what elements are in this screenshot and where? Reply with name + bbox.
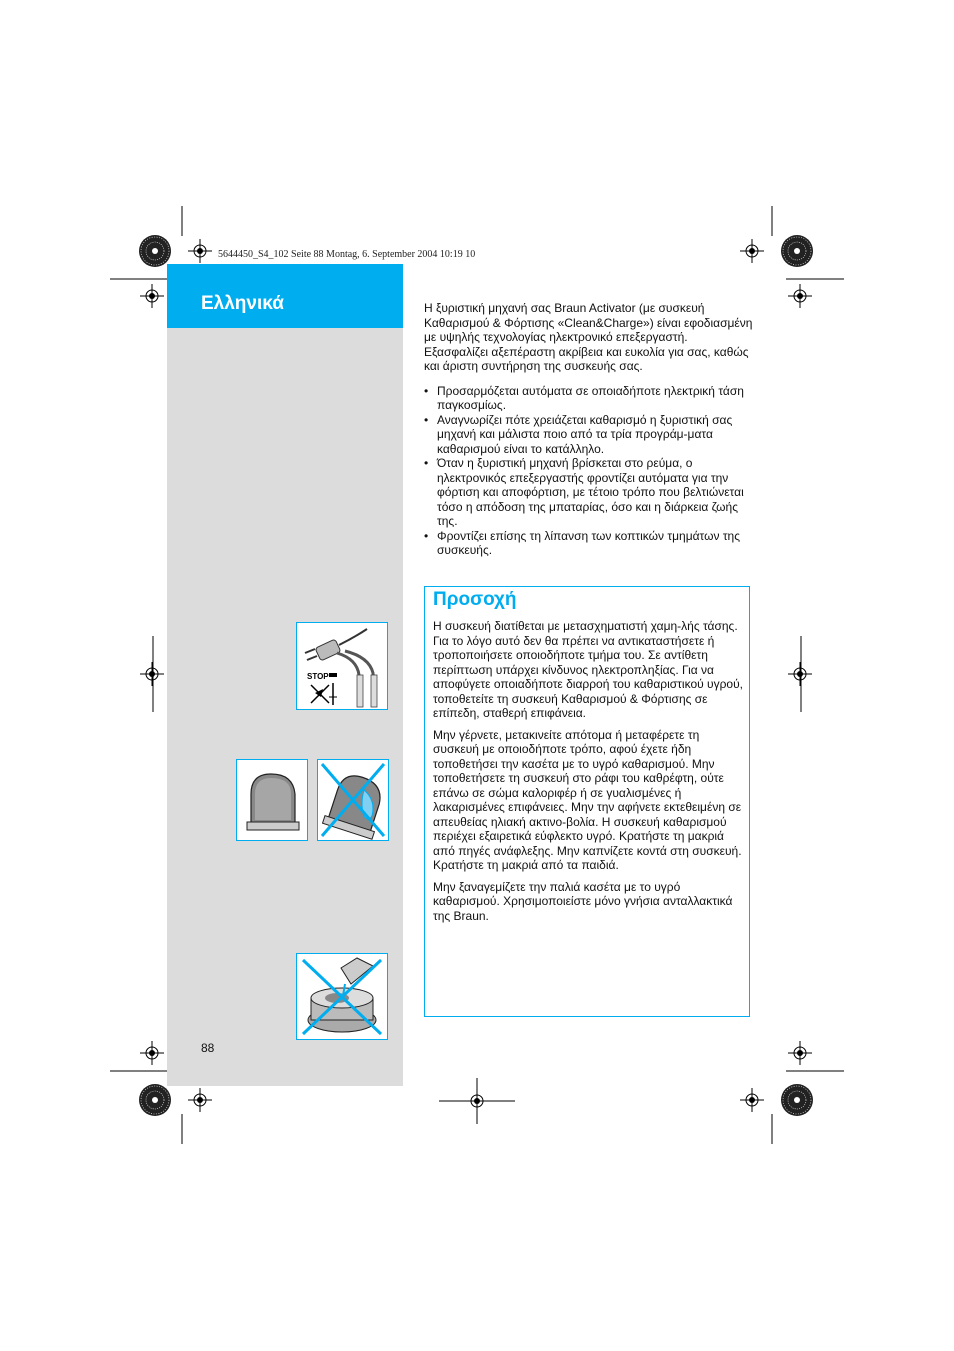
adapter-illustration xyxy=(296,622,388,710)
feature-item: • Όταν η ξυριστική μηχανή βρίσκεται στο ρεύμα, ο ηλεκτρονικός επεξεργαστής φροντίζει αυτόματα για την φόρτιση και αποφόρτιση, με τέτοιο τρόπο που βελτιώνεται τόσο η απόδοση της μπαταρίας, όσο και η διάρκεια ζωής της. xyxy=(424,456,754,529)
page-number: 88 xyxy=(201,1041,215,1055)
feature-item: • Φροντίζει επίσης τη λίπανση των κοπτικών τμημάτων της συσκευής. xyxy=(424,529,754,558)
feature-list xyxy=(424,384,754,558)
caution-body xyxy=(433,619,745,930)
intro-section xyxy=(424,301,754,558)
feature-item: • Προσαρμόζεται αυτόματα σε οποιαδήποτε ηλεκτρική τάση παγκοσμίως. xyxy=(424,384,754,413)
cleaning-station-upright xyxy=(236,759,308,841)
cleaning-station-tilted-crossed xyxy=(317,759,389,841)
intro-paragraph: Η ξυριστική μηχανή σας Braun Activator (με συσκευή Καθαρισμού & Φόρτισης «Clean&Charge») είναι εφοδιασμένη με υψηλής τεχνολογίας ηλεκτρονικό επεξεργαστή. Εξασφαλίζει αξεπέραστη ακρίβεια και ευκολία για σας, καθώς και άριστη συντήρηση της συσκευής σας. xyxy=(424,301,753,373)
caution-paragraph: Η συσκευή διατίθεται με μετασχηματιστή χαμη-λής τάσης. Για το λόγο αυτό δεν θα πρέπει να αντικαταστήσετε ή τροποποιήσετε οποιοδήποτε τμήμα του. Σε αντίθετη περίπτωση υπάρχει κίνδυνος ηλεκτροπληξίας. Για να αποφύγετε οποιαδήποτε διαρροή του καθαριστικού υγρού, τοποθετείτε τη συσκευή Καθαρισμού & Φόρτισης σε επίπεδη, σταθερή επιφάνεια. xyxy=(433,619,743,720)
caution-paragraph: Μην ξαναγεμίζετε την παλιά κασέτα με το υγρό καθαρισμού. Χρησιμοποιείστε μόνο γνήσια ανταλλακτικά της Braun. xyxy=(433,879,733,923)
print-header-line: 5644450_S4_102 Seite 88 Montag, 6. September 2004 10:19 10 xyxy=(218,249,476,260)
caution-title: Προσοχή xyxy=(433,589,517,610)
caution-paragraph: Μην γέρνετε, μετακινείτε απότομα ή μεταφέρετε τη συσκευή με οποιοδήποτε τρόπο, αφού έχετε ήδη τοποθετήσει την κασέτα με το υγρό καθαρισμού. Μην τοποθετήσετε τη συσκευή στο ράφι του καθρέφτη, ούτε επάνω σε σώμα καλοριφέρ ή σε γυαλισμένες ή λακαρισμένες επιφάνειες. Μην την αφήνετε εκτεθειμένη σε απευθείας ηλιακή ακτινο-βολία. Η συσκευή καθαρισμού περιέχει εξαιρετικά εύφλεκτο υγρό. Κρατήστε τη μακριά από πηγές ανάφλεξης. Μην καπνίζετε κοντά στη συσκευή. Κρατήστε τη μακριά από τα παιδιά. xyxy=(433,727,742,872)
stop-label: STOP xyxy=(307,672,329,681)
feature-item: • Αναγνωρίζει πότε χρειάζεται καθαρισμό η ξυριστική σας μηχανή και μάλιστα ποιο από τα τρία προγράμ-ματα καθαρισμού είναι το κατάλληλο. xyxy=(424,413,754,457)
language-title: Ελληνικά xyxy=(201,293,284,314)
refill-cartridge-crossed xyxy=(296,953,388,1040)
